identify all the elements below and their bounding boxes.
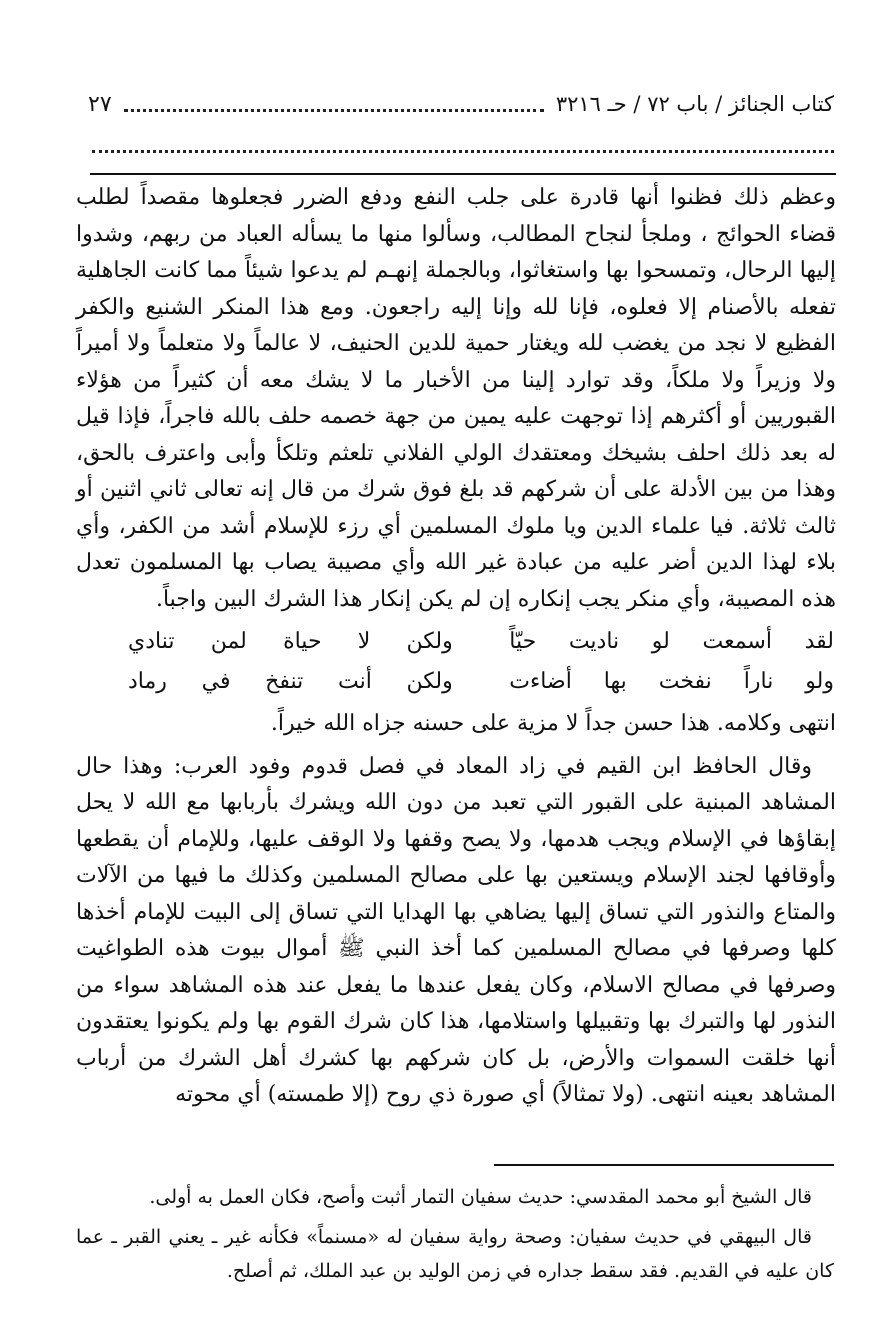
footnote-rule — [494, 1164, 834, 1166]
verse-line-1 — [128, 622, 834, 662]
paragraph-after-verse: انتهى وكلامه. هذا حسن جداً لا مزية على حسنه جزاه الله خيراً. — [270, 711, 836, 736]
verse-1-first-hemistich: لقد أسمعت لو ناديت حيّاً — [509, 629, 834, 654]
verse-line-2 — [128, 662, 834, 702]
main-text — [76, 180, 836, 1114]
paragraph-1: وعظم ذلك فظنوا أنها قادرة على جلب النفع ودفع الضرر فجعلوها مقصداً لطلب قضاء الحوائج ، وملجأ لنجاح المطالب، وسألوا منها ما يسأله العباد من ربهم، وشدوا إليها الرحال، وتمسحوا بها واستغاثوا، وبالجملة إنهـم لم يدعوا شيئاً مما كانت الجاهلية تفعله بالأصنام إلا فعلوه، فإنا لله وإنا إليه راجعون. ومع هذا المنكر الشنيع والكفر الفظيع لا نجد من يغضب لله ويغتار حمية للدين الحنيف، لا عالماً ولا متعلماً ولا أميراً ولا وزيراً ولا ملكاً، وقد توارد إلينا من الأخبار ما لا يشك معه أن كثيراً من هؤلاء القبوريين أو أكثرهم إذا توجهت عليه يمين من جهة خصمه حلف بالله فاجراً، فإذا قيل له بعد ذلك احلف بشيخك ومعتقدك الولي الفلاني تلعثم وتلكأ وأبى واعترف بالحق، وهذا من بين الأدلة على أن شركهم قد بلغ فوق شرك من قال إنه تعالى ثاني اثنين أو ثالث ثلاثة. فيا علماء الدين ويا ملوك المسلمين أي رزء للإسلام أشد من الكفر، وأي بلاء لهذا الدين أضر عليه من عبادة غير الله وأي مصيبة يصاب بها المسلمون تعدل هذه المصيبة، وأي منكر يجب إنكاره إن لم يكن إنكار هذا الشرك البين واجباً. — [76, 185, 837, 612]
verse-2-second-hemistich: ولكن أنت تنفخ في رماد — [128, 669, 453, 694]
running-header — [88, 84, 834, 124]
dotted-separator — [92, 150, 834, 153]
verse-1-second-hemistich: ولكن لا حياة لمن تنادي — [128, 629, 453, 654]
header-dot-leader — [124, 109, 544, 112]
footnotes — [76, 1180, 834, 1294]
header-rule — [90, 173, 836, 175]
footnote-2: قال البيهقي في حديث سفيان: وصحة رواية سفيان له «مسنماً» فكأنه غير ـ يعني القبر ـ عما كان عليه في القديم. فقد سقط جداره في زمن الوليد بن عبد الملك، ثم أصلح. — [76, 1226, 834, 1282]
header-title: كتاب الجنائز / باب ٧٢ / حـ ٣٢١٦ — [555, 92, 834, 116]
paragraph-2: وقال الحافظ ابن القيم في زاد المعاد في فصل قدوم وفود العرب: وهذا حال المشاهد المبنية على القبور التي تعبد من دون الله ويشرك بأربابها مع الله لا يحل إبقاؤها في الإسلام ويجب هدمها، ولا يصح وقفها ولا الوقف عليها، وللإمام أن يقطعها وأوقافها لجند الإسلام ويستعين بها على مصالح المسلمين وكذلك ما فيها من الآلات والمتاع والنذور التي تساق إليها يضاهي بها الهدايا التي تساق إلى البيت للإمام أخذها كلها وصرفها في مصالح المسلمين كما أخذ النبي ﷺ أموال بيوت هذه الطواغيت وصرفها في مصالح الاسلام، وكان يفعل عندها ما يفعل عند هذه المشاهد سواء من النذور لها والتبرك بها وتقبيلها واستلامها، هذا كان شرك القوم بها ولم يكونوا يعتقدون أنها خلقت السموات والأرض، بل كان شركهم بها كشرك أهل الشرك من أرباب المشاهد بعينه انتهى. (ولا تمثالاً) أي صورة ذي روح (إلا طمسته) أي محوته — [76, 753, 837, 1107]
poetry-verse — [76, 622, 836, 702]
verse-2-first-hemistich: ولو ناراً نفخت بها أضاءت — [509, 669, 834, 694]
page-number: ٢٧ — [88, 91, 112, 117]
footnote-1: قال الشيخ أبو محمد المقدسي: حديث سفيان التمار أثبت وأصح، فكان العمل به أولى. — [149, 1186, 812, 1208]
